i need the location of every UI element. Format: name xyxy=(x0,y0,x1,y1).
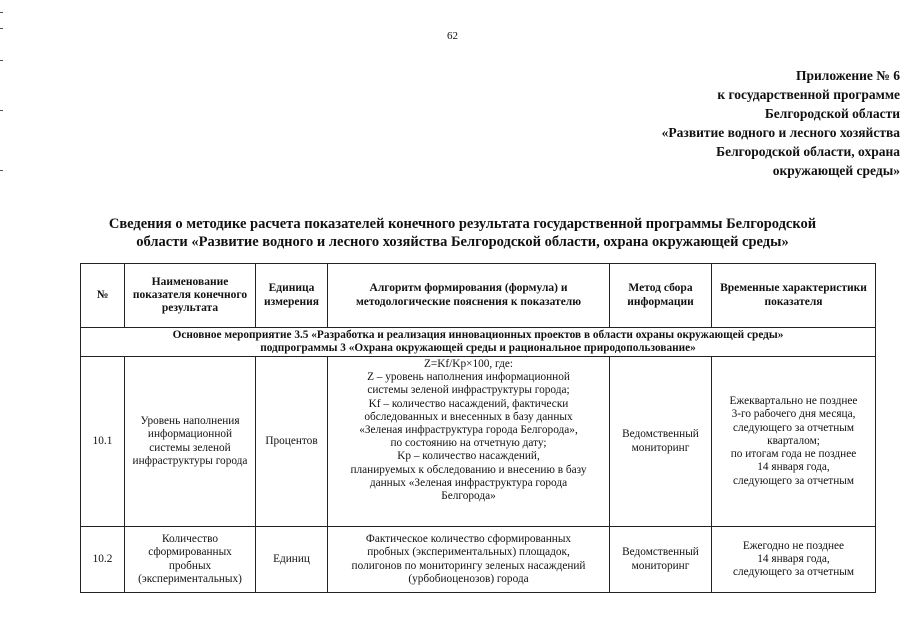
algorithm-line: (урбобиоценозов) города xyxy=(408,572,529,585)
section-row xyxy=(81,328,876,357)
timing-line: 14 января года, xyxy=(757,461,830,474)
algorithm-line: по состоянию на отчетную дату; xyxy=(390,437,547,450)
algorithm-line: Фактическое количество сформированных xyxy=(365,533,572,546)
row-timing xyxy=(712,527,876,593)
row-algorithm xyxy=(328,527,610,593)
appendix-block xyxy=(560,66,900,180)
methodology-table xyxy=(80,263,876,593)
table-row xyxy=(81,357,876,527)
row-unit: Единиц xyxy=(256,527,328,593)
timing-line: по итогам года не позднее xyxy=(730,448,857,461)
algorithm-line: Z=Kf/Kp×100, где: xyxy=(423,358,514,370)
algorithm-line: полигонов по мониторингу зеленых насаждений xyxy=(351,559,586,572)
section-cell xyxy=(81,328,876,357)
algorithm-line: Z – уровень наполнения информационной xyxy=(367,371,570,384)
algorithm-line: планируемых к обследованию и внесению в базу xyxy=(350,463,587,476)
header-collection-method: Метод сбора информации xyxy=(610,264,712,328)
algorithm-line: Kp – количество насаждений, xyxy=(397,450,540,463)
table-row xyxy=(81,527,876,593)
algorithm-line: «Зеленая инфраструктура города Белгорода», xyxy=(359,424,578,437)
row-indicator-name: Уровень наполнения информационной системы зеленой инфраструктуры города xyxy=(125,357,256,527)
title-line: Сведения о методике расчета показателей конечного результата государственной программы Белгородской xyxy=(108,216,817,232)
row-indicator-name: Количество сформированных пробных (экспериментальных) xyxy=(125,527,256,593)
timing-line: 3-го рабочего дня месяца, xyxy=(731,408,856,421)
section-line: Основное мероприятие 3.5 «Разработка и реализация инновационных проектов в области охраны окружающей среды» xyxy=(172,329,784,341)
appendix-line: «Развитие водного и лесного хозяйства xyxy=(661,125,900,140)
row-number: 10.2 xyxy=(81,527,125,593)
header-unit: Единица измерения xyxy=(256,264,328,328)
timing-line: кварталом; xyxy=(767,434,820,447)
timing-line: Ежегодно не позднее xyxy=(742,539,845,552)
title-line: области «Развитие водного и лесного хозяйства Белгородской области, охрана окружающей среды» xyxy=(136,234,789,250)
algorithm-line: обследованных и внесенных в базу данных xyxy=(364,410,573,423)
row-collection-method: Ведомственный мониторинг xyxy=(610,357,712,527)
algorithm-line: системы зеленой инфраструктуры города; xyxy=(367,384,570,397)
header-indicator-name: Наименование показателя конечного результата xyxy=(125,264,256,328)
appendix-line: к государственной программе xyxy=(717,87,900,102)
document-title xyxy=(60,215,865,251)
algorithm-line: пробных (экспериментальных) площадок, xyxy=(367,546,570,559)
header-timing: Временные характеристики показателя xyxy=(712,264,876,328)
appendix-line: Белгородской области, охрана xyxy=(716,144,900,159)
page-number: 62 xyxy=(447,30,458,42)
algorithm-line: Белгорода» xyxy=(441,490,496,503)
row-number: 10.1 xyxy=(81,357,125,527)
timing-line: 14 января года, xyxy=(757,552,830,565)
row-algorithm xyxy=(328,357,610,527)
table-header-row xyxy=(81,264,876,328)
row-unit: Процентов xyxy=(256,357,328,527)
header-number: № xyxy=(81,264,125,328)
section-line: подпрограммы 3 «Охрана окружающей среды и рациональное природопользование» xyxy=(260,342,696,354)
algorithm-line: данных «Зеленая инфраструктура города xyxy=(369,476,568,489)
timing-line: следующего за отчетным xyxy=(732,474,855,487)
appendix-line: Белгородской области xyxy=(764,106,900,121)
row-timing xyxy=(712,357,876,527)
header-algorithm: Алгоритм формирования (формула) и методологические пояснения к показателю xyxy=(328,264,610,328)
timing-line: следующего за отчетным xyxy=(732,421,855,434)
timing-line: следующего за отчетным xyxy=(732,566,855,579)
margin-marks xyxy=(0,0,4,640)
row-collection-method: Ведомственный мониторинг xyxy=(610,527,712,593)
appendix-line: Приложение № 6 xyxy=(796,68,900,83)
algorithm-line: Kf – количество насаждений, фактически xyxy=(368,397,569,410)
timing-line: Ежеквартально не позднее xyxy=(729,395,858,408)
appendix-line: окружающей среды» xyxy=(772,163,900,178)
